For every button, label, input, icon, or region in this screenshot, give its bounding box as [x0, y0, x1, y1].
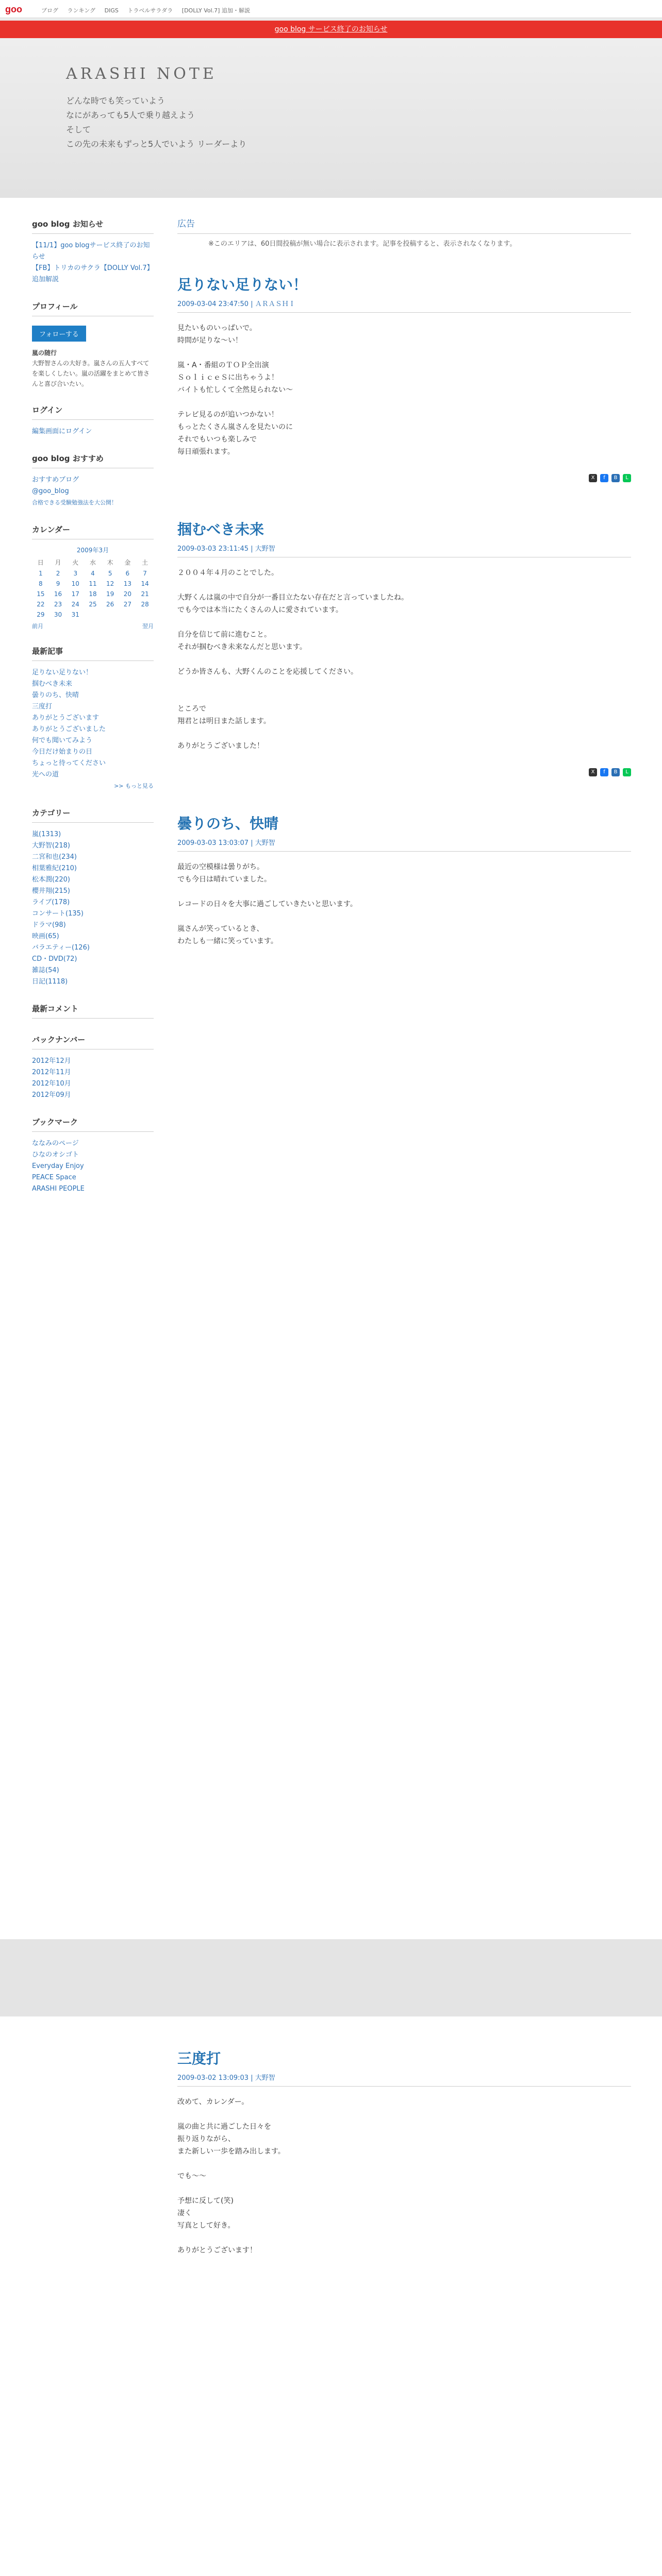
category-link[interactable]: ドラマ(98) [32, 921, 66, 929]
bookmark-heading: ブックマーク [32, 1116, 154, 1132]
category-link[interactable]: 雑誌(54) [32, 967, 59, 974]
facebook-share-icon[interactable]: f [600, 474, 608, 482]
calendar-day[interactable] [119, 609, 137, 620]
top-nav-item[interactable]: DIGS [104, 7, 119, 14]
post [177, 274, 631, 482]
calendar-day[interactable]: 31 [71, 611, 79, 618]
calendar-weekday: 火 [72, 559, 79, 566]
line-share-icon[interactable]: L [623, 768, 631, 776]
share-buttons [177, 768, 631, 776]
recent-post-link[interactable]: 何でも聞いてみよう [32, 737, 93, 744]
content-wrap [0, 198, 662, 1939]
calendar-day[interactable]: 8 [39, 580, 43, 587]
calendar-day[interactable]: 18 [89, 590, 97, 598]
calendar-day[interactable]: 1 [39, 570, 43, 577]
post-body: 最近の空模様は曇りがち。 でも今日は晴れていました。 レコードの日々を大事に過ごしていきたいと思います。 嵐さんが笑っているとき、 わたしも一緒に笑っています。 [177, 863, 357, 945]
calendar-day[interactable] [136, 609, 154, 620]
calendar-day[interactable] [102, 609, 119, 620]
recent-post-link[interactable]: 曇りのち、快晴 [32, 691, 79, 699]
main-column-lower [177, 2016, 631, 2257]
recommend-heading: goo blog おすすめ [32, 453, 154, 468]
backnumber-link[interactable]: 2012年11月 [32, 1069, 71, 1076]
backnumber-link[interactable]: 2012年09月 [32, 1091, 71, 1099]
category-link[interactable]: バラエティー(126) [32, 944, 90, 952]
ad-text: ※このエリアは、60日間投稿が無い場合に表示されます。記事を投稿すると、表示されなくなります。 [208, 240, 517, 248]
hatena-share-icon[interactable]: B [611, 474, 620, 482]
separator-band [0, 1939, 662, 2016]
category-link[interactable]: 映画(65) [32, 933, 59, 940]
login-heading: ログイン [32, 404, 154, 420]
main-column [177, 216, 631, 947]
recent-post-link[interactable]: 掴むべき未来 [32, 680, 73, 688]
content-wrap-lower [0, 2016, 662, 2576]
calendar-day[interactable]: 15 [37, 590, 45, 598]
calendar-day[interactable]: 4 [91, 570, 95, 577]
calendar-day[interactable]: 10 [71, 580, 79, 587]
calendar-day[interactable]: 21 [141, 590, 149, 598]
calendar-day[interactable]: 17 [71, 590, 79, 598]
calendar-day[interactable]: 25 [89, 601, 97, 608]
top-bar [0, 0, 662, 18]
login-link[interactable]: 編集画面にログイン [32, 428, 92, 435]
calendar-day[interactable]: 11 [89, 580, 97, 587]
recent-post-link[interactable]: 足りない足りない！ [32, 669, 93, 676]
blog-tagline: どんな時でも笑っていよう なにがあっても5人で乗り越えよう そして この先の未来もずっと5人でいよう リーダーより [66, 96, 247, 149]
calendar-day[interactable]: 23 [54, 601, 62, 608]
post-title[interactable]: 三度打 [177, 2050, 221, 2067]
calendar-weekday: 日 [37, 559, 44, 566]
blog-title[interactable]: ARASHI NOTE [66, 65, 217, 83]
category-link[interactable]: 日記(1118) [32, 978, 68, 986]
top-nav-item[interactable]: [DOLLY Vol.7] 追加・解説 [181, 7, 250, 14]
category-link[interactable]: コンサート(135) [32, 910, 84, 918]
share-buttons [177, 473, 631, 482]
bookmark-link[interactable]: ひなのオシゴト [32, 1151, 79, 1159]
calendar-weekday: 月 [55, 559, 61, 566]
follow-button[interactable]: フォローする [32, 326, 86, 342]
top-nav-item[interactable]: ランキング [67, 7, 96, 14]
ad-label: 広告 [177, 216, 631, 234]
service-end-link[interactable]: goo blog サービス終了のお知らせ [274, 25, 388, 33]
calendar-weekday: 土 [142, 559, 148, 566]
calendar-day[interactable]: 27 [123, 601, 131, 608]
top-nav [41, 6, 257, 14]
calendar-weekday: 金 [124, 559, 131, 566]
profile-heading: プロフィール [32, 301, 154, 316]
category-link[interactable]: 大野智(218) [32, 842, 70, 850]
post-meta[interactable]: 2009-03-03 13:03:07 | 大野智 [177, 833, 631, 852]
line-share-icon[interactable]: L [623, 474, 631, 482]
recent-heading: 最新記事 [32, 646, 154, 661]
calendar-day[interactable]: 26 [106, 601, 114, 608]
bookmark-link[interactable]: ななみのページ [32, 1140, 79, 1147]
bookmark-link[interactable]: PEACE Space [32, 1174, 76, 1181]
calendar-day[interactable]: 5 [108, 570, 112, 577]
category-link[interactable]: ライブ(178) [32, 899, 70, 906]
category-link[interactable]: CD・DVD(72) [32, 955, 77, 963]
notice-item[interactable]: 【11/1】goo blogサービス終了のお知らせ [32, 242, 150, 261]
post-body: 改めて、カレンダー。 嵐の曲と共に過ごした日々を 振り返りながら、 また新しい一歩を踏み出します。 でも〜〜 予想に反して(笑) 凄く 写真として好き。 ありがとうございます！ [177, 2098, 285, 2255]
top-nav-item[interactable]: ブログ [41, 7, 58, 14]
category-link[interactable]: 嵐(1313) [32, 831, 61, 838]
recommend-item[interactable]: おすすめブログ [32, 476, 79, 484]
calendar-month: 2009年3月 [76, 547, 109, 554]
service-notice-banner [0, 21, 662, 38]
calendar-next[interactable]: 翌月 [142, 623, 154, 630]
calendar-day[interactable]: 29 [37, 611, 45, 618]
calendar-day[interactable]: 20 [123, 590, 131, 598]
calendar-prev[interactable]: 前月 [32, 623, 43, 630]
calendar-heading: カレンダー [32, 524, 154, 539]
top-nav-item[interactable]: トラベルサラダラ [127, 7, 173, 14]
calendar-day[interactable]: 13 [123, 580, 131, 587]
hatena-share-icon[interactable]: B [611, 768, 620, 776]
recent-post-link[interactable]: 光への道 [32, 771, 59, 778]
calendar-day[interactable]: 2 [56, 570, 60, 577]
calendar-day[interactable]: 19 [106, 590, 114, 598]
facebook-share-icon[interactable]: f [600, 768, 608, 776]
post [177, 812, 631, 947]
blog-header [0, 38, 662, 198]
recent-more-link[interactable]: >> もっと見る [114, 783, 154, 789]
calendar-weekday: 水 [89, 559, 96, 566]
post-title[interactable]: 掴むべき未来 [177, 521, 264, 538]
recent-post-link[interactable]: 三度打 [32, 703, 53, 710]
x-share-icon[interactable]: X [589, 768, 597, 776]
calendar-day[interactable]: 24 [71, 601, 79, 608]
bookmark-link[interactable]: Everyday Enjoy [32, 1162, 84, 1170]
calendar-day[interactable] [84, 609, 102, 620]
calendar-day[interactable]: 3 [73, 570, 78, 577]
calendar-weekday: 木 [107, 559, 113, 566]
category-link[interactable]: 櫻井翔(215) [32, 887, 70, 895]
post-meta[interactable]: 2009-03-04 23:47:50 | ＡＲＡＳＨＩ [177, 294, 631, 313]
recommend-note[interactable]: 合格できる受験勉強法を大公開！ [32, 499, 117, 506]
post-title[interactable]: 足りない足りない！ [177, 276, 308, 293]
sidebar [32, 218, 154, 1195]
recent-post-link[interactable]: ありがとうございました [32, 725, 106, 733]
calendar-day[interactable]: 28 [141, 601, 149, 608]
calendar [32, 556, 154, 620]
category-link[interactable]: 二宮和也(234) [32, 853, 77, 861]
calendar-day[interactable]: 6 [125, 570, 130, 577]
goo-logo[interactable]: goo [5, 4, 22, 14]
post-meta[interactable]: 2009-03-03 23:11:45 | 大野智 [177, 539, 631, 557]
profile-text: 大野智さんの大好き。嵐さんの五人すべてを楽しくしたい。嵐の活躍をまとめて皆さんと喜び合いたい。 [32, 360, 150, 387]
category-link[interactable]: 相葉雅紀(210) [32, 865, 77, 872]
post [177, 518, 631, 776]
notice-heading: goo blog お知らせ [32, 218, 154, 234]
recommend-item[interactable]: @goo_blog [32, 487, 69, 495]
comment-heading: 最新コメント [32, 1003, 154, 1019]
post-meta[interactable]: 2009-03-02 13:09:03 | 大野智 [177, 2068, 631, 2087]
x-share-icon[interactable]: X [589, 474, 597, 482]
calendar-day[interactable]: 30 [54, 611, 62, 618]
calendar-day[interactable]: 12 [106, 580, 114, 587]
backnumber-link[interactable]: 2012年12月 [32, 1057, 71, 1065]
recent-post-link[interactable]: 今日だけ始まりの日 [32, 748, 93, 756]
calendar-day[interactable]: 16 [54, 590, 62, 598]
calendar-day[interactable]: 7 [143, 570, 147, 577]
post-title[interactable]: 曇りのち、快晴 [177, 815, 279, 832]
profile-name: 嵐の随行 [32, 349, 57, 357]
bookmark-link[interactable]: ARASHI PEOPLE [32, 1185, 85, 1193]
category-link[interactable]: 松本潤(220) [32, 876, 70, 884]
backnumber-heading: バックナンバー [32, 1034, 154, 1049]
post-body: ２００４年４月のことでした。 大野くんは嵐の中で自分が一番目立たない存在だと言っていましたね。 でも今では本当にたくさんの人に愛されています。 自分を信じて前に進むこと。 それが掴むべき未来なんだと思います。 どうか皆さんも、大野くんのことを応援してください。 ところで 翔君とは明日また話します。 ありがとうございました！ [177, 569, 408, 750]
backnumber-link[interactable]: 2012年10月 [32, 1080, 71, 1088]
notice-item[interactable]: 【FB】トリカのサクラ【DOLLY Vol.7】追加解説 [32, 264, 154, 283]
calendar-day[interactable]: 14 [141, 580, 149, 587]
category-heading: カテゴリー [32, 807, 154, 823]
calendar-day[interactable]: 22 [37, 601, 45, 608]
recent-post-link[interactable]: ちょっと待ってください [32, 759, 106, 767]
calendar-day[interactable]: 9 [56, 580, 60, 587]
recent-post-link[interactable]: ありがとうございます [32, 714, 100, 722]
post-body: 見たいものいっぱいで。 時間が足りな〜い！ 嵐・A・番組のＴＯＰ全出演 ＳｏｌｉｃｅＳに出ちゃうよ！ バイトも忙しくて全然見られない〜 テレビ見るのが追いつかない！ もっとたくさん嵐さんを見たいのに それでもいつも楽しみで 毎日頑張れます。 [177, 324, 293, 456]
